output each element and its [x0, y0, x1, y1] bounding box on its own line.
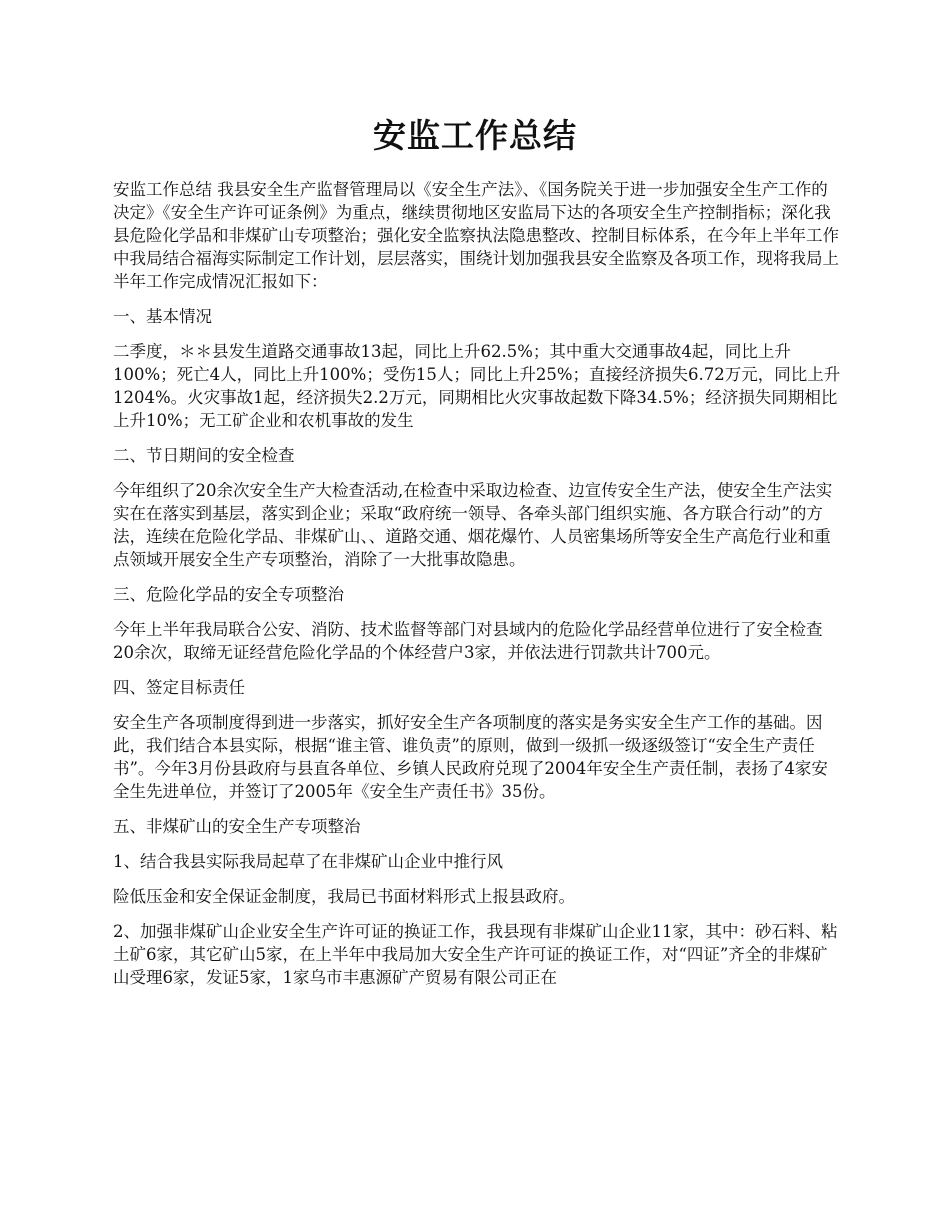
holiday-inspection-paragraph: 今年组织了20余次安全生产大检查活动,在检查中采取边检查、边宣传安全生产法，使安全生产法实实在在落实到基层，落实到企业；采取“政府统一领导、各牵头部门组织实施、各方联合行动”的方法，连续在危险化学品、非煤矿山、、道路交通、烟花爆竹、人员密集场所等安全生产高危行业和重点领域开展安全生产专项整治，消除了一大批事故隐患。 [113, 481, 833, 569]
section-heading-responsibility-targets: 四、签定目标责任 [113, 678, 245, 697]
non-coal-mines-item-2: 2、加强非煤矿山企业安全生产许可证的换证工作，我县现有非煤矿山企业11家，其中：砂石料、粘土矿6家，其它矿山5家，在上半年中我局加大安全生产许可证的换证工作，对“四证”齐全的非煤矿山受理6家，发证5家，1家乌市丰惠源矿产贸易有限公司正在 [113, 922, 838, 987]
hazardous-chemicals-paragraph: 今年上半年我局联合公安、消防、技术监督等部门对县域内的危险化学品经营单位进行了安全检查20余次，取缔无证经营危险化学品的个体经营户3家，并依法进行罚款共计700元。 [113, 620, 823, 662]
non-coal-mines-item-1-continued: 险低压金和安全保证金制度，我局已书面材料形式上报县政府。 [113, 887, 575, 906]
document-title: 安监工作总结 [373, 116, 577, 155]
section-heading-hazardous-chemicals: 三、危险化学品的安全专项整治 [113, 585, 344, 604]
responsibility-targets-paragraph: 安全生产各项制度得到进一步落实，抓好安全生产各项制度的落实是务实安全生产工作的基础。因此，我们结合本县实际，根据“谁主管、谁负责”的原则，做到一级抓一级逐级签订“安全生产责任书”。今年3月份县政府与县直各单位、乡镇人民政府兑现了2004年安全生产责任制，表扬了4家安全生先进单位，并签订了2005年《安全生产责任书》35份。 [113, 713, 828, 801]
non-coal-mines-item-1: 1、结合我县实际我局起草了在非煤矿山企业中推行风 [113, 852, 503, 871]
section-heading-holiday-inspection: 二、节日期间的安全检查 [113, 446, 295, 465]
section-heading-basic-situation: 一、基本情况 [113, 307, 212, 326]
basic-situation-paragraph: 二季度，＊＊县发生道路交通事故13起，同比上升62.5%；其中重大交通事故4起，同比上升100%；死亡4人，同比上升100%；受伤15人；同比上升25%；直接经济损失6.72万元，同比上升1204%。火灾事故1起，经济损失2.2万元，同期相比火灾事故起数下降34.5%；经济损失同期相比上升10%；无工矿企业和农机事故的发生 [113, 342, 841, 430]
section-heading-non-coal-mines: 五、非煤矿山的安全生产专项整治 [113, 817, 361, 836]
intro-paragraph: 安监工作总结 我县安全生产监督管理局以《安全生产法》、《国务院关于进一步加强安全生产工作的决定》《安全生产许可证条例》为重点，继续贯彻地区安监局下达的各项安全生产控制指标；深化我县危险化学品和非煤矿山专项整治；强化安全监察执法隐患整改、控制目标体系，在今年上半年工作中我局结合福海实际制定工作计划，层层落实，围绕计划加强我县安全监察及各项工作，现将我局上半年工作完成情况汇报如下： [113, 180, 839, 291]
document-body [113, 178, 841, 1001]
